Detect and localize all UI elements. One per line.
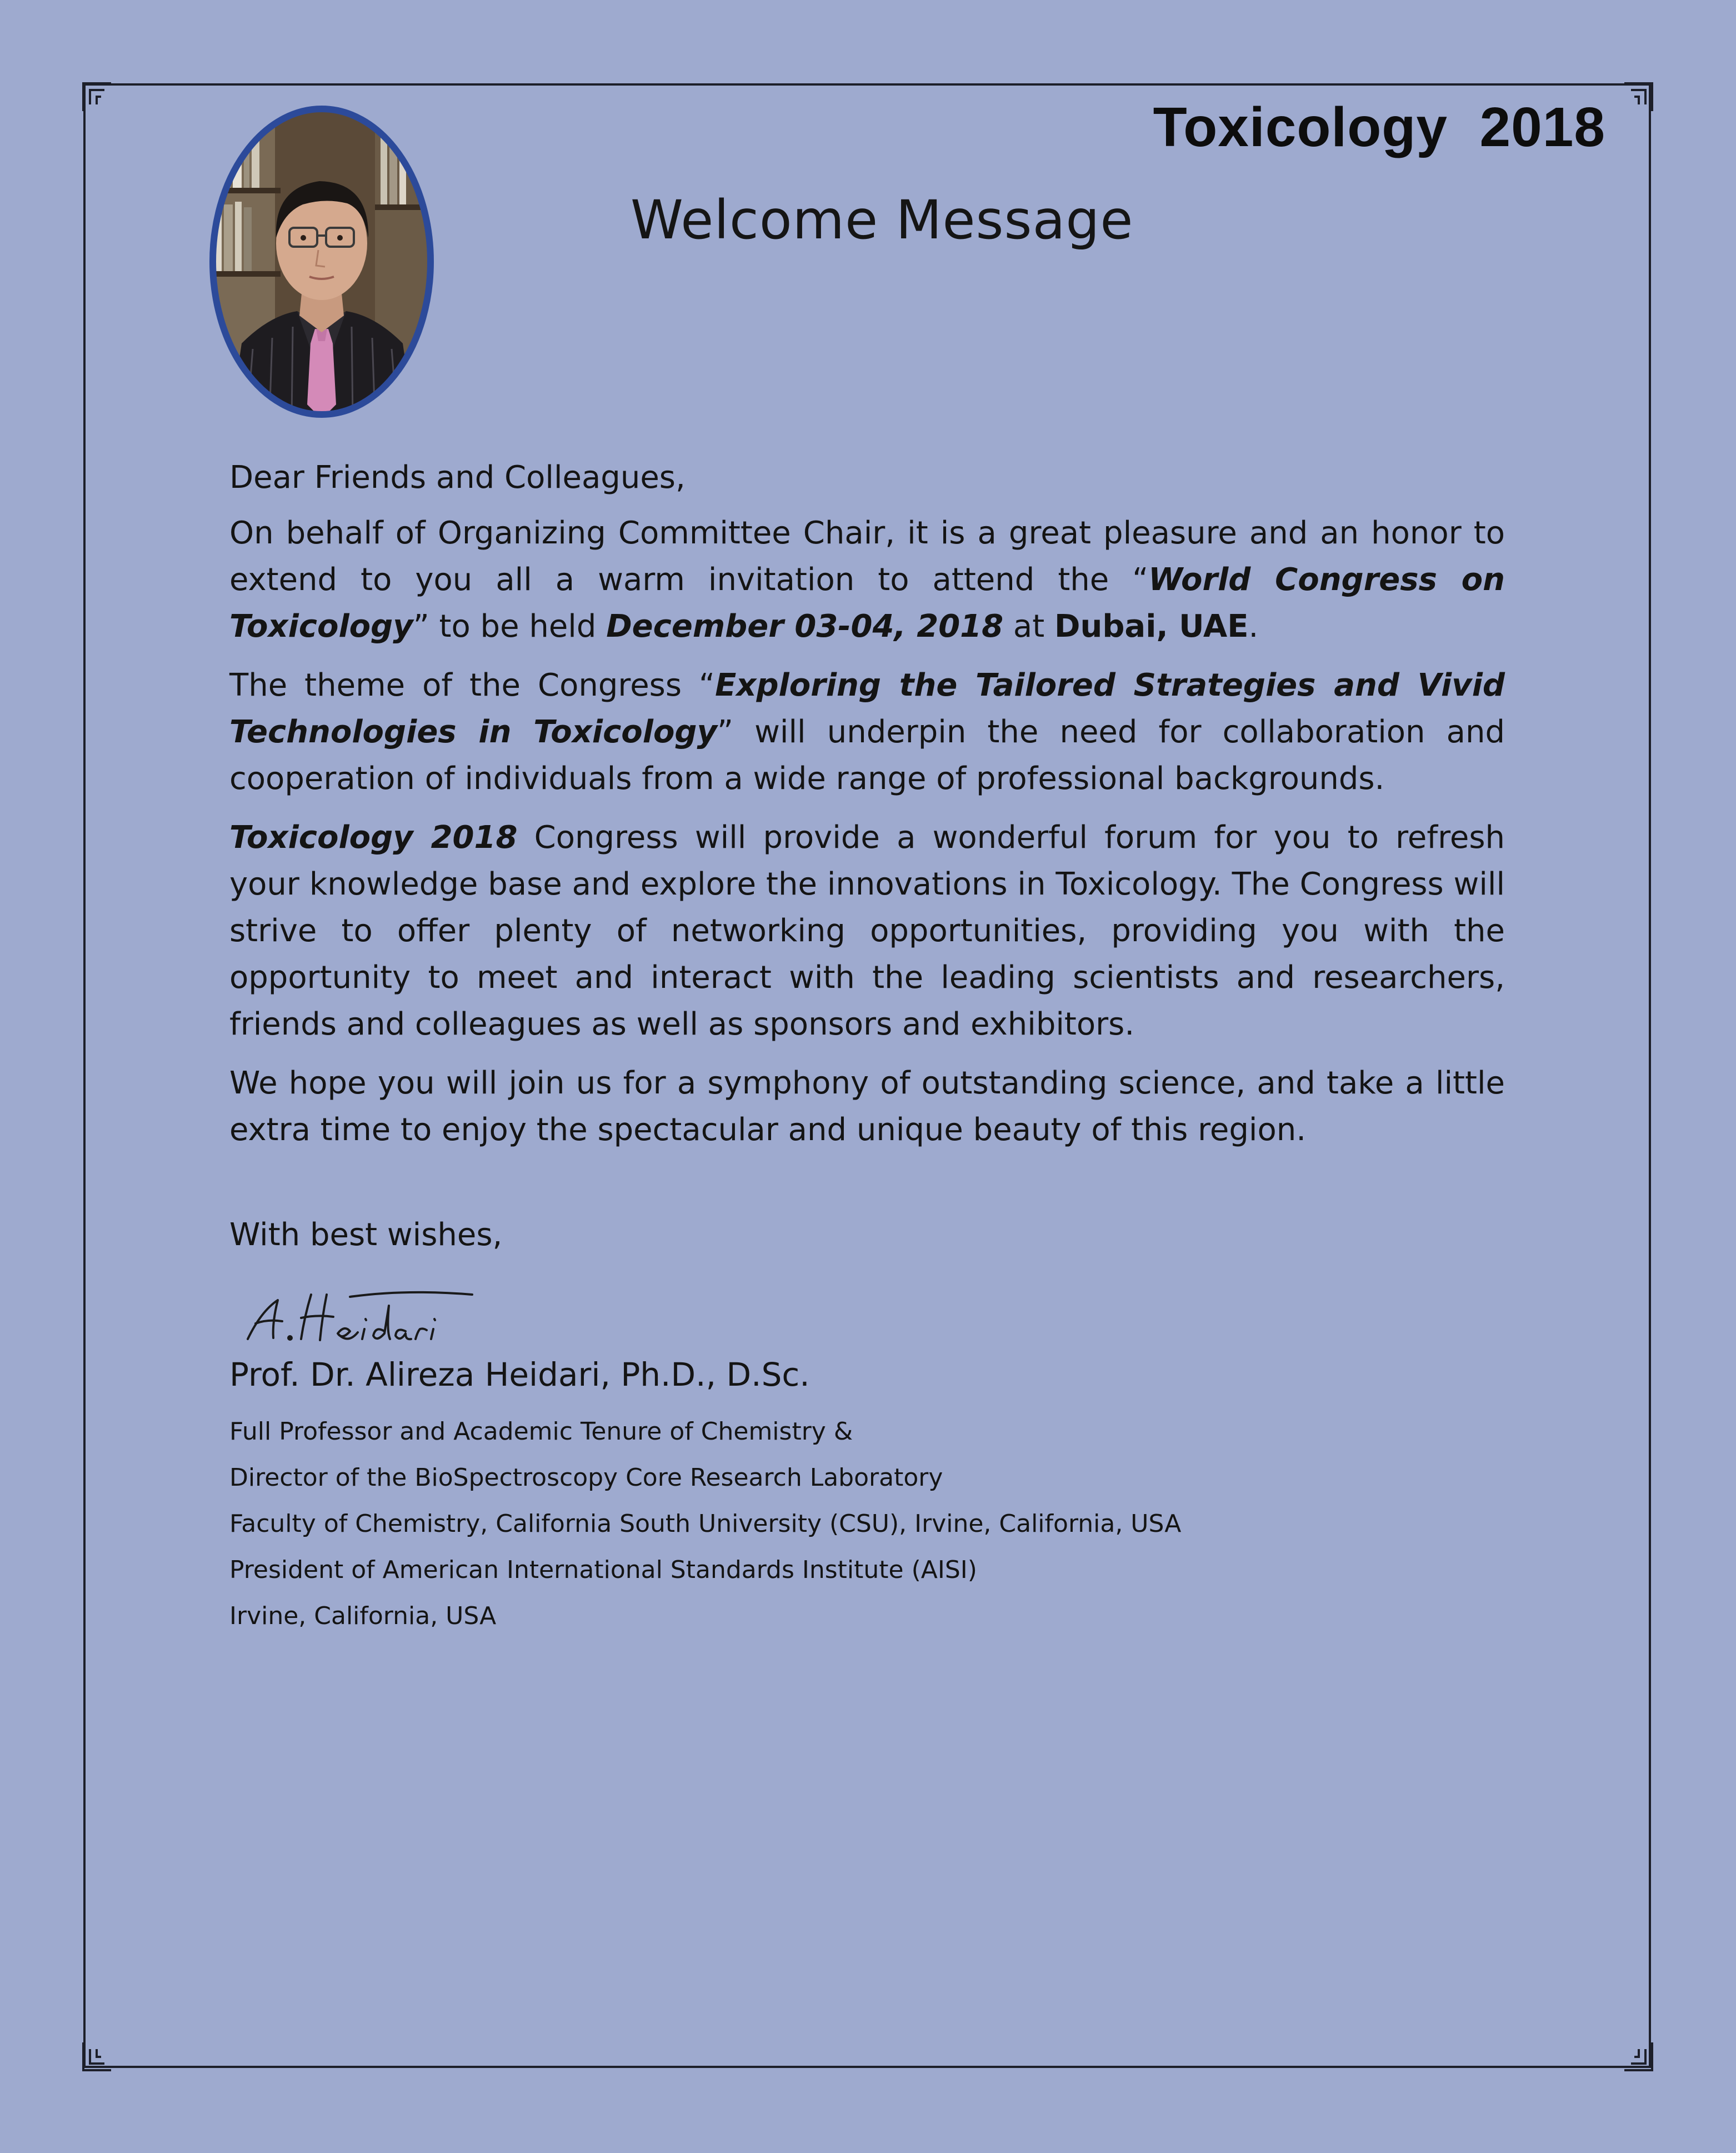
congress-theme: Exploring the Tailored Strategies and Vivid Technologies in Toxicology <box>229 667 1505 750</box>
corner-ornament-icon <box>1623 82 1653 112</box>
text-run: ” to be held <box>413 608 607 645</box>
signature-icon <box>239 1278 483 1356</box>
credential-line: Irvine, California, USA <box>229 1602 497 1630</box>
text-run: Congress will provide a wonderful forum for you to refresh your knowledge base and explore the innovations in Toxicology. The Congress will strive to offer plenty of networking opportunities, providing you with the opportunity to meet and interact with the leading scientists and researchers, friends and colleagues as well as sponsors and exhibitors. <box>229 820 1505 1042</box>
corner-ornament-icon <box>1623 2041 1653 2071</box>
paragraph-closing: We hope you will join us for a symphony of outstanding science, and take a little extra time to enjoy the spectacular and unique beauty of this region. <box>229 1065 1505 1148</box>
corner-ornament-icon <box>82 2041 112 2071</box>
speaker-portrait <box>208 104 435 419</box>
paragraph-invitation <box>229 510 1505 650</box>
event-date: December 03-04, 2018 <box>606 608 1004 645</box>
credential-line: Full Professor and Academic Tenure of Chemistry & <box>229 1417 853 1446</box>
event-name: Toxicology 2018 <box>229 820 518 856</box>
page-title: Welcome Message <box>631 189 1134 251</box>
credential-line: Faculty of Chemistry, California South University (CSU), Irvine, California, USA <box>229 1510 1182 1538</box>
congress-name: World Congress on Toxicology <box>229 562 1505 645</box>
signer-name: Prof. Dr. Alireza Heidari, Ph.D., D.Sc. <box>229 1356 810 1393</box>
text-run: On behalf of Organizing Committee Chair, it is a great pleasure and an honor to extend to you all a warm invitation to attend the “ <box>229 515 1505 598</box>
conference-title: Toxicology 2018 <box>1153 96 1605 158</box>
salutation: Dear Friends and Colleagues, <box>229 459 686 496</box>
closing-phrase: With best wishes, <box>229 1217 503 1253</box>
signer-credentials <box>229 1408 1181 1639</box>
corner-ornament-icon <box>82 82 112 112</box>
text-run: The theme of the Congress “ <box>229 667 716 703</box>
text-run: . <box>1248 608 1259 645</box>
text-run: at <box>1003 608 1054 645</box>
paragraph-theme <box>229 662 1505 802</box>
credential-line: Director of the BioSpectroscopy Core Research Laboratory <box>229 1463 943 1492</box>
credential-line: President of American International Standards Institute (AISI) <box>229 1556 977 1584</box>
letter-body <box>229 454 1505 1166</box>
text-run: ” will underpin the need for collaboration and cooperation of individuals from a wide range of professional backgrounds. <box>229 714 1505 797</box>
event-location: Dubai, UAE <box>1054 608 1249 645</box>
paragraph-forum <box>229 815 1505 1048</box>
